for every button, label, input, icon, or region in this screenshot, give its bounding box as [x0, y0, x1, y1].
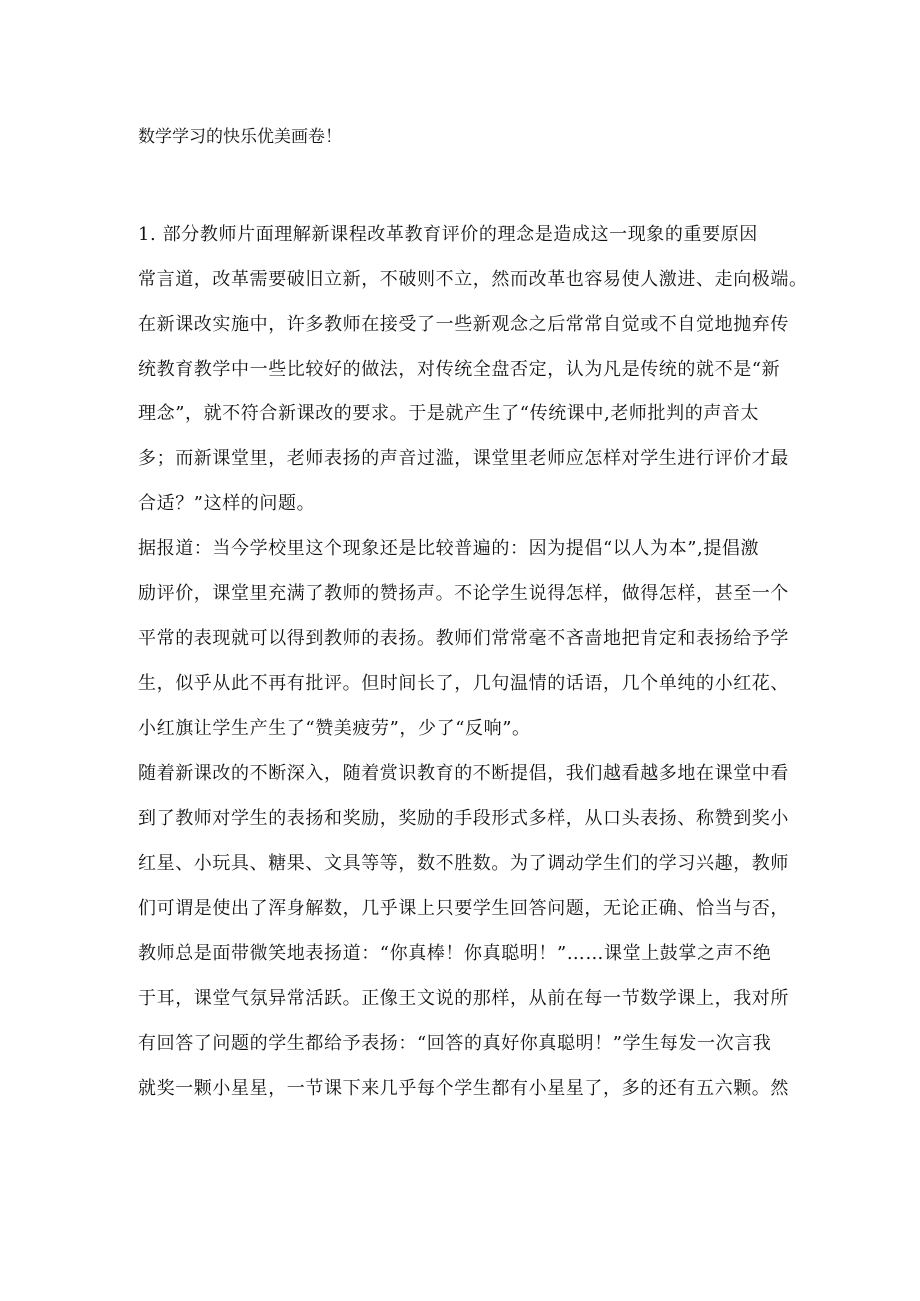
text-line: 励评价，课堂里充满了教师的赞扬声。不论学生说得怎样，做得怎样，甚至一个 — [138, 583, 789, 604]
text-line: 据报道：当今学校里这个现象还是比较普遍的：因为提倡“以人为本”,提倡激 — [138, 538, 760, 559]
text-line: 到了教师对学生的表扬和奖励，奖励的手段形式多样，从口头表扬、称赞到奖小 — [138, 808, 789, 829]
text-line: 在新课改实施中，许多教师在接受了一些新观念之后常常自觉或不自觉地抛弃传 — [138, 314, 789, 335]
text-line: 们可谓是使出了浑身解数，几乎课上只要学生回答问题，无论正确、恰当与否， — [138, 898, 789, 919]
text-line: 于耳，课堂气氛异常活跃。正像王文说的那样，从前在每一节数学课上，我对所 — [138, 988, 789, 1009]
text-line: 多；而新课堂里，老师表扬的声音过滥，课堂里老师应怎样对学生进行评价才最 — [138, 448, 789, 469]
text-line: 平常的表现就可以得到教师的表扬。教师们常常毫不吝啬地把肯定和表扬给予学 — [138, 628, 789, 649]
text-line: 统教育教学中一些比较好的做法，对传统全盘否定，认为凡是传统的就不是“新 — [138, 359, 781, 380]
text-line: 1. 部分教师片面理解新课程改革教育评价的理念是造成这一现象的重要原因 — [138, 224, 758, 245]
text-line: 随着新课改的不断深入，随着赏识教育的不断提倡，我们越看越多地在课堂中看 — [138, 763, 789, 784]
text-line: 红星、小玩具、糖果、文具等等，数不胜数。为了调动学生们的学习兴趣，教师 — [138, 853, 789, 874]
text-line: 小红旗让学生产生了“赞美疲劳”，少了“反响”。 — [138, 718, 531, 739]
text-line: 就奖一颗小星星，一节课下来几乎每个学生都有小星星了，多的还有五六颗。然 — [138, 1078, 789, 1099]
text-line: 理念”，就不符合新课改的要求。于是就产生了“传统课中,老师批判的声音太 — [138, 403, 760, 424]
text-line: 生，似乎从此不再有批评。但时间长了，几句温情的话语，几个单纯的小红花、 — [138, 673, 789, 694]
text-line: 有回答了问题的学生都给予表扬：“回答的真好你真聪明！”学生每发一次言我 — [138, 1033, 772, 1054]
text-line: 合适？”这样的问题。 — [138, 493, 316, 514]
text-line: 教师总是面带微笑地表扬道：“你真棒！你真聪明！”……课堂上鼓掌之声不绝 — [138, 943, 772, 964]
text-line: 常言道，改革需要破旧立新，不破则不立，然而改革也容易使人激进、走向极端。 — [138, 269, 808, 290]
document-title: 数学学习的快乐优美画卷！ — [138, 127, 342, 147]
